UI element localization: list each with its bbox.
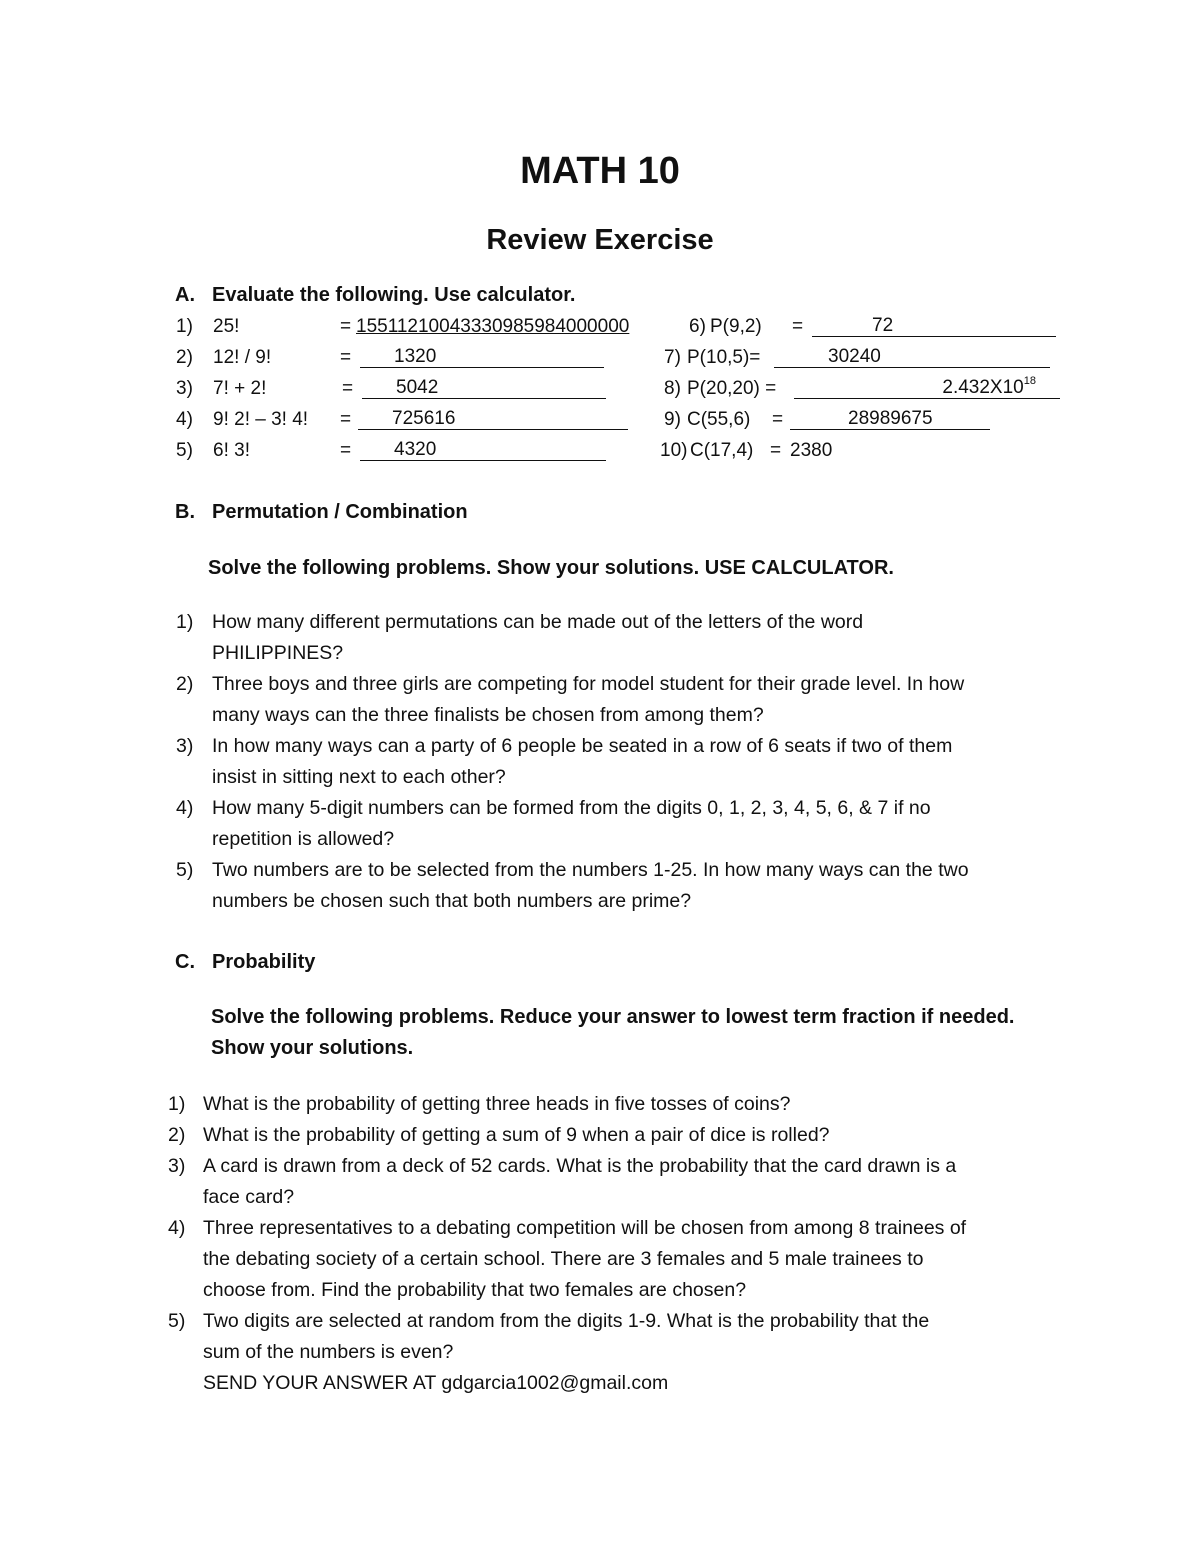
item-answer: 2380 — [790, 440, 833, 461]
problem-line: choose from. Find the probability that two females are chosen? — [203, 1279, 747, 1301]
item-number: 8) — [664, 378, 681, 399]
problem-line: face card? — [203, 1186, 295, 1208]
problem-number: 3) — [176, 735, 194, 757]
problem-line: Three representatives to a debating competition will be chosen from among 8 trainees of — [203, 1217, 967, 1239]
problem-line: PHILIPPINES? — [212, 642, 344, 664]
problem-line: insist in sitting next to each other? — [212, 766, 506, 788]
equals-sign: = — [340, 440, 352, 461]
problem-line: Three boys and three girls are competing for model student for their grade level. In how — [212, 673, 965, 695]
item-number: 2) — [176, 347, 193, 368]
item-answer: 2.432X10 — [942, 377, 1024, 398]
problem-line: How many 5-digit numbers can be formed from the digits 0, 1, 2, 3, 4, 5, 6, & 7 if no — [212, 797, 931, 819]
item-answer-line — [812, 316, 1056, 337]
item-answer-line — [790, 409, 990, 430]
item-number: 5) — [176, 440, 193, 461]
send-answer-note: SEND YOUR ANSWER AT gdgarcia1002@gmail.com — [203, 1372, 669, 1394]
item-expression: C(55,6) — [687, 409, 751, 430]
item-number: 1) — [176, 316, 193, 337]
problem-line: What is the probability of getting a sum of 9 when a pair of dice is rolled? — [203, 1124, 830, 1146]
item-expression: P(10,5)= — [687, 347, 761, 368]
item-answer-line — [358, 409, 628, 430]
equals-sign: = — [772, 409, 784, 430]
item-answer: 4320 — [394, 439, 437, 460]
section-a-letter: A. — [175, 284, 195, 306]
equals-sign: = — [340, 316, 352, 337]
item-expression: P(20,20) = — [687, 378, 777, 399]
problem-line: What is the probability of getting three heads in five tosses of coins? — [203, 1093, 791, 1115]
problem-number: 1) — [168, 1093, 186, 1115]
item-number: 4) — [176, 409, 193, 430]
equals-sign: = — [340, 347, 352, 368]
section-b-instructions: Solve the following problems. Show your solutions. USE CALCULATOR. — [208, 557, 894, 579]
item-expression: 7! + 2! — [213, 378, 267, 399]
item-answer: 15511210043330985984000000 — [356, 316, 630, 337]
problem-number: 3) — [168, 1155, 186, 1177]
problem-number: 1) — [176, 611, 194, 633]
item-answer: 72 — [872, 315, 894, 336]
problem-line: many ways can the three finalists be chosen from among them? — [212, 704, 764, 726]
problem-line: How many different permutations can be made out of the letters of the word — [212, 611, 864, 633]
problem-line: Two numbers are to be selected from the numbers 1-25. In how many ways can the two — [212, 859, 969, 881]
equals-sign: = — [770, 440, 782, 461]
item-answer: 28989675 — [848, 408, 933, 429]
item-number: 6) — [689, 316, 706, 337]
section-c-instructions — [211, 1002, 1014, 1064]
item-expression: 9! 2! – 3! 4! — [213, 409, 309, 430]
item-answer-line — [362, 378, 606, 399]
problem-line: A card is drawn from a deck of 52 cards. What is the probability that the card drawn is a — [203, 1155, 957, 1177]
item-expression: 25! — [213, 316, 240, 337]
item-number: 3) — [176, 378, 193, 399]
problem-line: Two digits are selected at random from the digits 1-9. What is the probability that the — [203, 1310, 930, 1332]
problem-number: 4) — [176, 797, 194, 819]
item-answer: 1320 — [394, 346, 437, 367]
section-b-title: Permutation / Combination — [212, 501, 468, 523]
problem-line: In how many ways can a party of 6 people be seated in a row of 6 seats if two of them — [212, 735, 953, 757]
item-number: 10) — [660, 440, 688, 461]
problem-line: repetition is allowed? — [212, 828, 395, 850]
page-subtitle: Review Exercise — [486, 224, 714, 256]
item-expression: 6! 3! — [213, 440, 250, 461]
item-answer-line — [794, 375, 1060, 399]
problem-number: 4) — [168, 1217, 186, 1239]
item-expression: 12! / 9! — [213, 347, 272, 368]
problem-number: 2) — [176, 673, 194, 695]
instruction-line: Show your solutions. — [211, 1037, 414, 1059]
item-answer: 5042 — [396, 377, 439, 398]
item-answer-line — [774, 347, 1050, 368]
item-answer-exponent: 18 — [1023, 375, 1036, 387]
section-b-letter: B. — [175, 501, 195, 523]
item-answer: 30240 — [828, 346, 881, 367]
item-answer-line — [360, 440, 606, 461]
item-number: 9) — [664, 409, 681, 430]
problem-line: sum of the numbers is even? — [203, 1341, 454, 1363]
problem-line: numbers be chosen such that both numbers are prime? — [212, 890, 692, 912]
instruction-line: Solve the following problems. Reduce your answer to lowest term fraction if needed. — [211, 1006, 1015, 1028]
item-answer-line — [360, 347, 604, 368]
section-c-letter: C. — [175, 951, 195, 973]
item-expression: C(17,4) — [690, 440, 754, 461]
problem-number: 5) — [168, 1310, 186, 1332]
item-number: 7) — [664, 347, 681, 368]
page-title: MATH 10 — [520, 150, 680, 192]
item-expression: P(9,2) — [710, 316, 762, 337]
problem-number: 2) — [168, 1124, 186, 1146]
equals-sign: = — [342, 378, 354, 399]
equals-sign: = — [792, 316, 804, 337]
item-answer: 725616 — [392, 408, 456, 429]
section-c-title: Probability — [212, 951, 316, 973]
equals-sign: = — [340, 409, 352, 430]
problem-line: the debating society of a certain school. There are 3 females and 5 male trainees to — [203, 1248, 924, 1270]
section-a-title: Evaluate the following. Use calculator. — [212, 284, 576, 306]
problem-number: 5) — [176, 859, 194, 881]
